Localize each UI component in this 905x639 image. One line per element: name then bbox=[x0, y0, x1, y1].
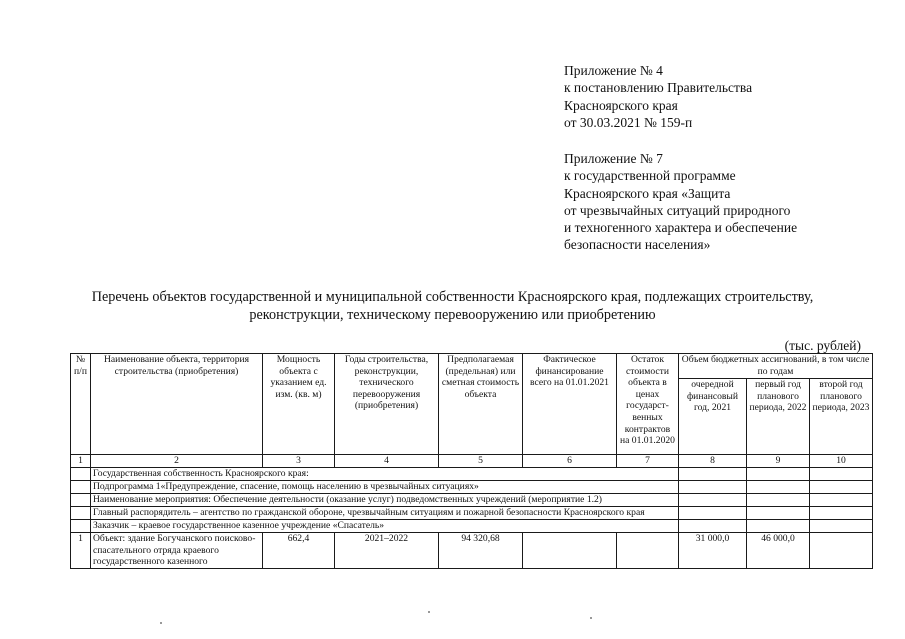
title-line-2: реконструкции, техническому перевооружению или приобретению bbox=[249, 307, 656, 323]
section-label: Подпрограмма 1«Предупреждение, спасение, помощь населению в чрезвычайных ситуациях» bbox=[91, 481, 679, 494]
appendix-4-block bbox=[564, 62, 752, 131]
unit-label: (тыс. рублей) bbox=[784, 338, 861, 353]
column-number: 6 bbox=[523, 455, 617, 468]
appendix-7-line: от чрезвычайных ситуаций природного bbox=[564, 202, 791, 218]
column-number: 2 bbox=[91, 455, 263, 468]
row-2021: 31 000,0 bbox=[679, 533, 747, 569]
header-row-1 bbox=[71, 354, 873, 379]
header-remaining: Остаток стоимости объекта в ценах государст-венных контрактов на 01.01.2020 bbox=[617, 354, 679, 455]
row-cost: 94 320,68 bbox=[439, 533, 523, 569]
header-num: № п/п bbox=[71, 354, 91, 455]
column-number: 4 bbox=[335, 455, 439, 468]
section-label: Главный распорядитель – агентство по гражданской обороне, чрезвычайным ситуациям и пожарной безопасности Красноярского края bbox=[91, 507, 679, 520]
document-title bbox=[40, 288, 865, 324]
column-number: 8 bbox=[679, 455, 747, 468]
section-label: Заказчик – краевое государственное казенное учреждение «Спасатель» bbox=[91, 520, 679, 533]
section-row bbox=[71, 520, 873, 533]
appendix-7-line: Приложение № 7 bbox=[564, 151, 663, 166]
section-label: Государственная собственность Красноярского края: bbox=[91, 468, 679, 481]
scan-speck bbox=[428, 611, 430, 613]
section-label: Наименование мероприятия: Обеспечение деятельности (оказание услуг) подведомственных учреждений (мероприятие 1.2) bbox=[91, 494, 679, 507]
column-number-row bbox=[71, 455, 873, 468]
header-actual: Фактическое финансирование всего на 01.01.2021 bbox=[523, 354, 617, 455]
column-number: 9 bbox=[747, 455, 810, 468]
appendix-7-line: безопасности населения» bbox=[564, 237, 711, 253]
appendix-4-line: от 30.03.2021 № 159-п bbox=[564, 114, 693, 130]
appendix-7-block bbox=[564, 150, 797, 254]
header-capacity: Мощность объекта с указанием ед. изм. (кв. м) bbox=[263, 354, 335, 455]
section-row bbox=[71, 468, 873, 481]
table-row bbox=[71, 533, 873, 569]
header-years: Годы строительства, реконструкции, технического перевооружения (приобретения) bbox=[335, 354, 439, 455]
row-remaining bbox=[617, 533, 679, 569]
scan-speck bbox=[160, 622, 162, 624]
section-row bbox=[71, 481, 873, 494]
title-line-1: Перечень объектов государственной и муниципальной собственности Красноярского края, подлежащих строительству, bbox=[91, 289, 814, 305]
header-year-2021: очередной финансовый год, 2021 bbox=[679, 379, 747, 455]
header-budget-group: Объем бюджетных ассигнований, в том числе по годам bbox=[679, 354, 873, 379]
row-2023 bbox=[810, 533, 873, 569]
objects-table bbox=[70, 353, 873, 569]
row-num: 1 bbox=[71, 533, 91, 569]
column-number: 7 bbox=[617, 455, 679, 468]
scan-speck bbox=[590, 617, 592, 619]
header-name: Наименование объекта, территория строительства (приобретения) bbox=[91, 354, 263, 455]
row-actual bbox=[523, 533, 617, 569]
column-number: 5 bbox=[439, 455, 523, 468]
column-number: 10 bbox=[810, 455, 873, 468]
row-name: Объект: здание Богучанского поисково-спасательного отряда краевого государственного казенного bbox=[91, 533, 263, 569]
row-2022: 46 000,0 bbox=[747, 533, 810, 569]
section-row bbox=[71, 507, 873, 520]
row-years: 2021–2022 bbox=[335, 533, 439, 569]
section-row bbox=[71, 494, 873, 507]
appendix-7-line: Красноярского края «Защита bbox=[564, 185, 731, 201]
appendix-7-line: к государственной программе bbox=[564, 168, 736, 184]
column-number: 3 bbox=[263, 455, 335, 468]
column-number: 1 bbox=[71, 455, 91, 468]
appendix-7-line: и техногенного характера и обеспечение bbox=[564, 220, 798, 236]
appendix-4-line: к постановлению Правительства bbox=[564, 80, 753, 96]
header-year-2022: первый год планового периода, 2022 bbox=[747, 379, 810, 455]
header-cost: Предполагаемая (предельная) или сметная стоимость объекта bbox=[439, 354, 523, 455]
appendix-4-line: Красноярского края bbox=[564, 97, 678, 113]
row-capacity: 662,4 bbox=[263, 533, 335, 569]
appendix-4-line: Приложение № 4 bbox=[564, 63, 663, 78]
header-year-2023: второй год планового периода, 2023 bbox=[810, 379, 873, 455]
